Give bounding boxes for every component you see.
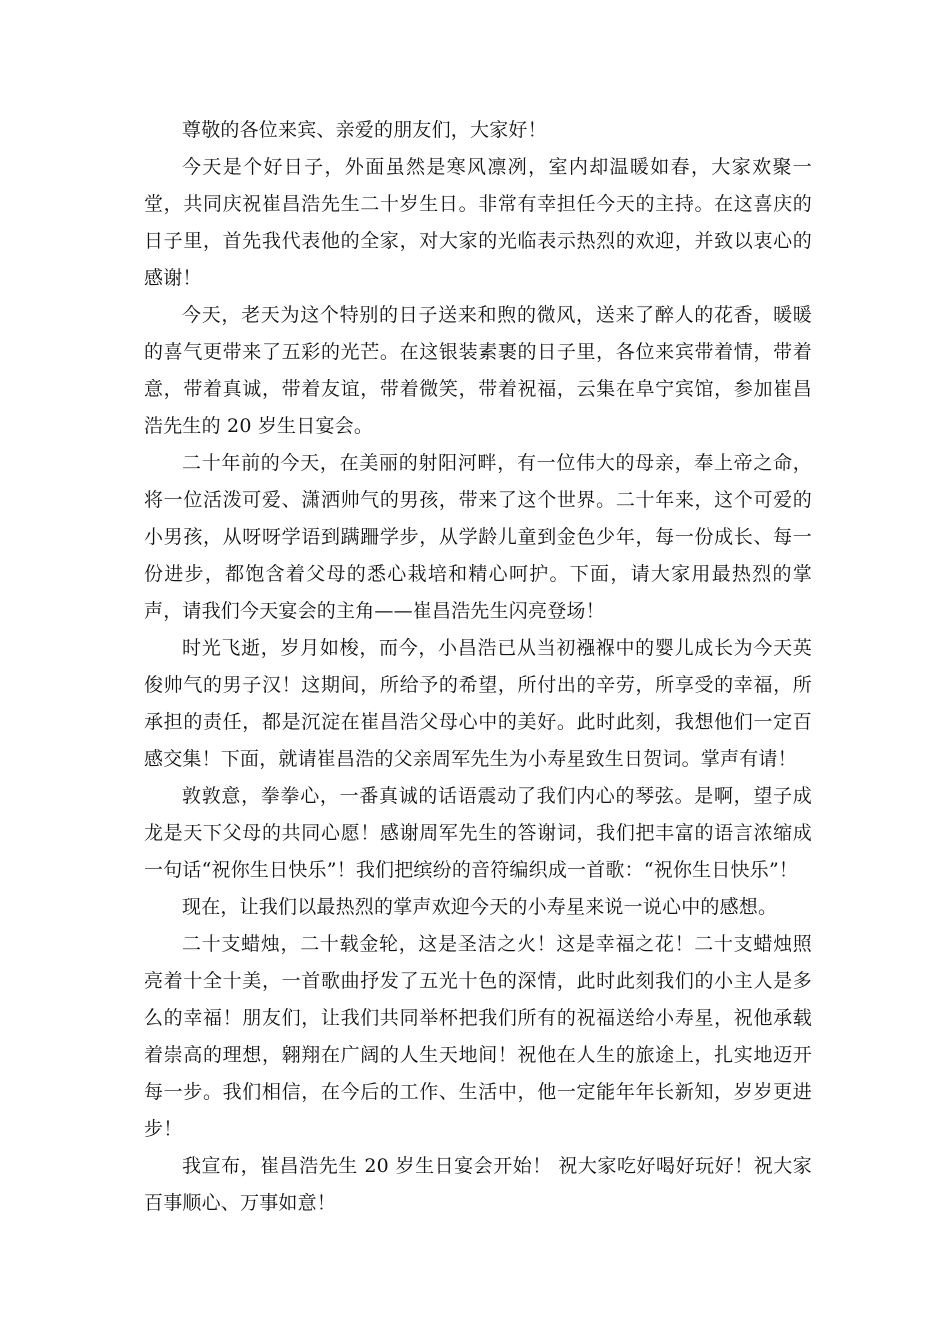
greeting-paragraph: 尊敬的各位来宾、亲爱的朋友们，大家好！ xyxy=(182,119,547,141)
thanks-paragraph: 敦敦意，拳拳心，一番真诚的话语震动了我们内心的琴弦。是啊，望子成龙是天下父母的共同心愿！感谢周军先生的答谢词，我们把丰富的语言浓缩成一句话“祝你生日快乐”！我们把缤纷的音符编织成一首歌：“祝你生日快乐”！ xyxy=(144,785,812,881)
parents-speech-paragraph: 时光飞逝，岁月如梭，而今，小昌浩已从当初襁褓中的婴儿成长为今天英俊帅气的男子汉！这期间，所给予的希望，所付出的辛劳，所享受的幸福，所承担的责任，都是沉淀在崔昌浩父母心中的美好。此时此刻，我想他们一定百感交集！下面，就请崔昌浩的父亲周军先生为小寿星致生日贺词。掌声有请！ xyxy=(144,637,812,770)
document-page xyxy=(144,112,812,1222)
birth-story-paragraph: 二十年前的今天，在美丽的射阳河畔，有一位伟大的母亲，奉上帝之命，将一位活泼可爱、潇洒帅气的男孩，带来了这个世界。二十年来，这个可爱的小男孩，从呀呀学语到蹒跚学步，从学龄儿童到金色少年，每一份成长、每一份进步，都饱含着父母的悉心栽培和精心呵护。下面，请大家用最热烈的掌声，请我们今天宴会的主角——崔昌浩先生闪亮登场！ xyxy=(144,452,812,622)
candles-paragraph: 二十支蜡烛，二十载金轮，这是圣洁之火！这是幸福之花！二十支蜡烛照亮着十全十美，一首歌曲抒发了五光十色的深情，此时此刻我们的小主人是多么的幸福！朋友们，让我们共同举杯把我们所有的祝福送给小寿星，祝他承载着崇高的理想，翱翔在广阔的人生天地间！祝他在人生的旅途上，扎实地迈开每一步。我们相信，在今后的工作、生活中，他一定能年年长新知，岁岁更进步！ xyxy=(144,933,812,1140)
blessing-paragraph: 今天，老天为这个特别的日子送来和煦的微风，送来了醉人的花香，暖暖的喜气更带来了五彩的光芒。在这银装素裹的日子里，各位来宾带着情，带着意，带着真诚，带着友谊，带着微笑，带着祝福，云集在阜宁宾馆，参加崔昌浩先生的 20 岁生日宴会。 xyxy=(144,304,812,437)
opening-paragraph: 今天是个好日子，外面虽然是寒风凛冽，室内却温暖如春，大家欢聚一堂，共同庆祝崔昌浩先生二十岁生日。非常有幸担任今天的主持。在这喜庆的日子里，首先我代表他的全家，对大家的光临表示热烈的欢迎，并致以衷心的感谢！ xyxy=(144,156,812,289)
closing-paragraph: 我宣布，崔昌浩先生 20 岁生日宴会开始！ 祝大家吃好喝好玩好！祝大家百事顺心、万事如意！ xyxy=(144,1155,812,1214)
birthday-star-paragraph: 现在，让我们以最热烈的掌声欢迎今天的小寿星来说一说心中的感想。 xyxy=(182,896,778,918)
